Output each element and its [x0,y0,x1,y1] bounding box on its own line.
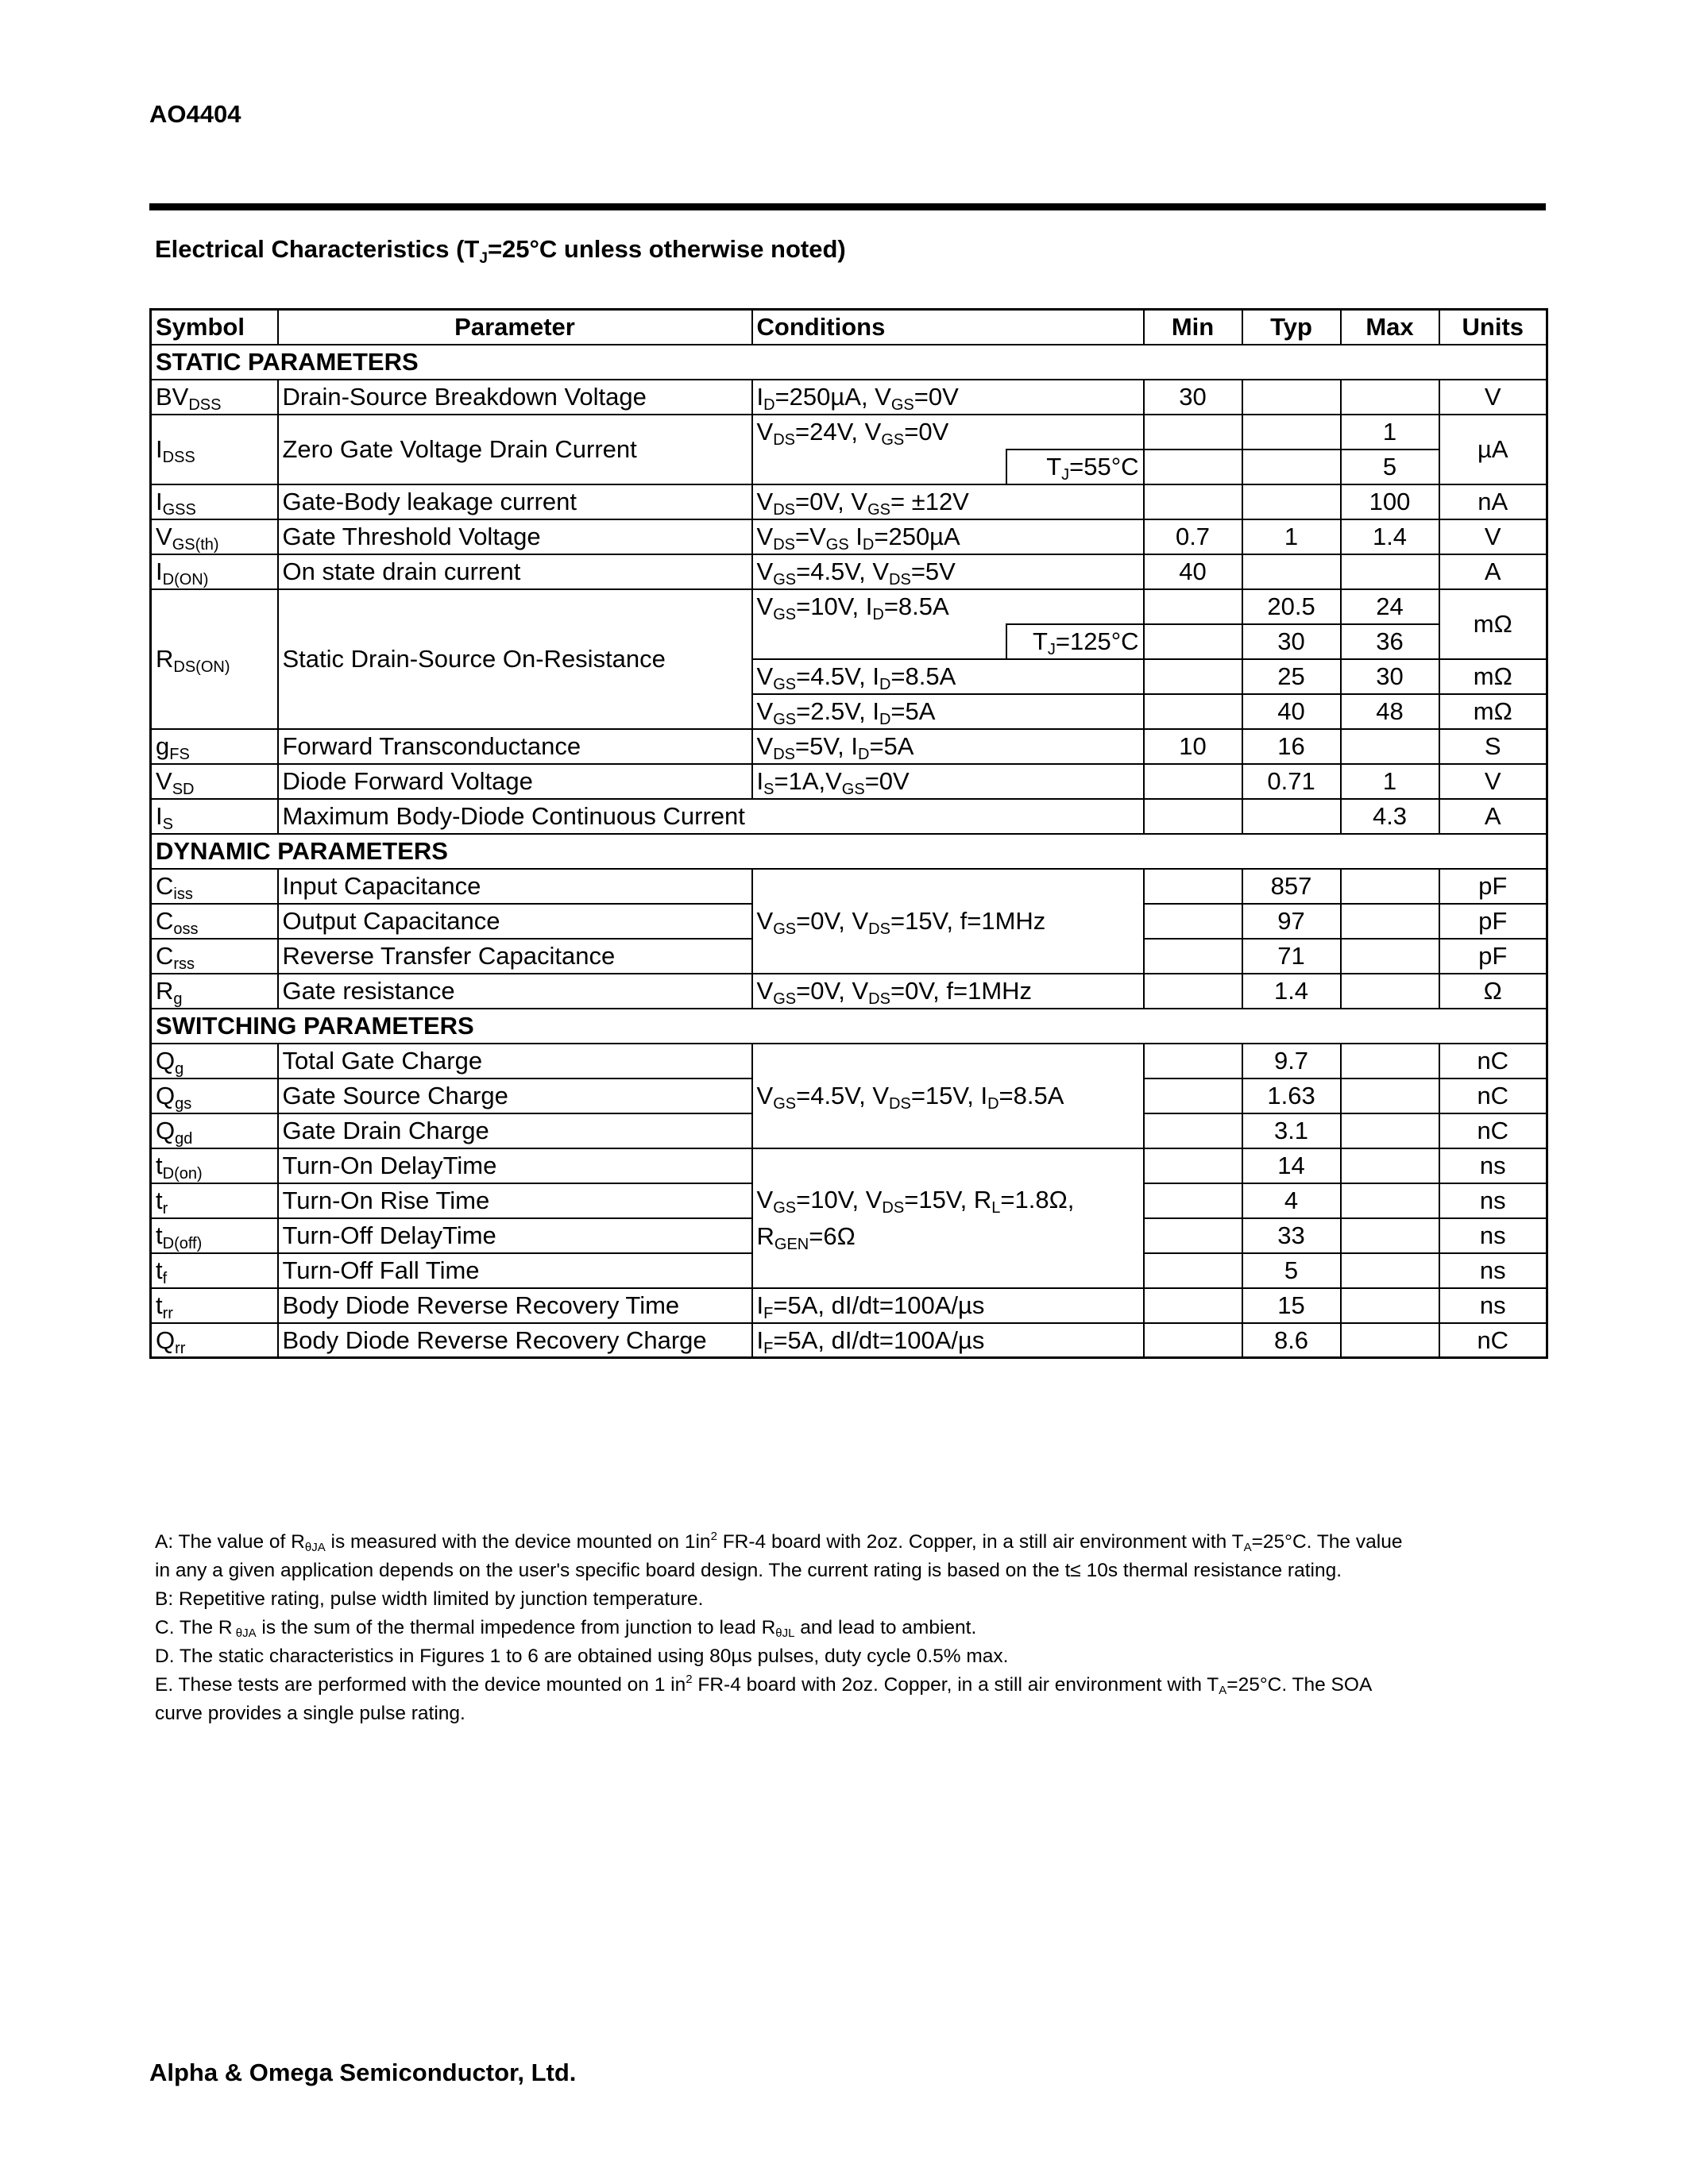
typ-value: 8.6 [1242,1323,1341,1358]
units: pF [1439,904,1547,939]
min-value [1144,1323,1242,1358]
conditions: $I_D=250\mu A$, $V_{GS}=0V$ [752,380,1144,415]
typ-value: 857 [1242,869,1341,904]
max-value [1341,1253,1439,1288]
col-header-symbol: Symbol [151,310,278,345]
symbol: $C_{oss}$ [151,904,278,939]
min-value [1144,624,1242,659]
max-value: 5 [1341,450,1439,484]
conditions: $V_{DS}=24V$, $V_{GS}=0V$ [752,415,1144,450]
units: nA [1439,484,1547,519]
symbol: $t_f$ [151,1253,278,1288]
min-value [1144,1078,1242,1113]
conditions: $I_S=1A,V_{GS}=0V$ [752,764,1144,799]
parameter: Reverse Transfer Capacitance [278,939,752,974]
symbol: $C_{rss}$ [151,939,278,974]
symbol: $g_{FS}$ [151,729,278,764]
min-value [1144,694,1242,729]
col-header-parameter: Parameter [278,310,752,345]
parameter: Turn-On Rise Time [278,1183,752,1218]
symbol: $t_{D(on)}$ [151,1148,278,1183]
col-header-max: Max [1341,310,1439,345]
min-value [1144,904,1242,939]
max-value [1341,939,1439,974]
typ-value [1242,450,1341,484]
col-header-min: Min [1144,310,1242,345]
tj-condition: $T_J=55^\circ C$ [1006,450,1144,484]
parameter: Drain-Source Breakdown Voltage [278,380,752,415]
min-value [1144,1253,1242,1288]
units: nC [1439,1078,1547,1113]
typ-value: 20.5 [1242,589,1341,624]
max-value [1341,554,1439,589]
max-value [1341,904,1439,939]
units: A [1439,799,1547,834]
typ-value [1242,799,1341,834]
parameter: Gate-Body leakage current [278,484,752,519]
parameter: Output Capacitance [278,904,752,939]
min-value [1144,974,1242,1009]
max-value [1341,869,1439,904]
max-value [1341,1078,1439,1113]
table-row [151,415,1547,450]
units: nC [1439,1113,1547,1148]
max-value: 36 [1341,624,1439,659]
symbol: $V_{GS(th)}$ [151,519,278,554]
max-value: 30 [1341,659,1439,694]
table-row [151,799,1547,834]
max-value [1341,1044,1439,1078]
units: ns [1439,1183,1547,1218]
parameter: Turn-Off DelayTime [278,1218,752,1253]
electrical-characteristics-table [149,308,1548,1359]
max-value [1341,1148,1439,1183]
units: ns [1439,1288,1547,1323]
table-row [151,1148,1547,1183]
max-value: 1 [1341,415,1439,450]
parameter: Zero Gate Voltage Drain Current [278,415,752,484]
symbol: $I_{D(ON)}$ [151,554,278,589]
max-value [1341,974,1439,1009]
typ-value: 1 [1242,519,1341,554]
typ-value: 9.7 [1242,1044,1341,1078]
typ-value [1242,380,1341,415]
min-value [1144,939,1242,974]
conditions: $V_{DS}=0V$, $V_{GS}= \pm 12V$ [752,484,1144,519]
section-dynamic-title: DYNAMIC PARAMETERS [151,834,1547,869]
parameter: Turn-On DelayTime [278,1148,752,1183]
max-value: 1 [1341,764,1439,799]
min-value [1144,450,1242,484]
symbol: $I_S$ [151,799,278,834]
section-title: Electrical Characteristics ($T_J=25^\circ C$ unless otherwise noted) [155,235,846,268]
tj-condition: $T_J=125^\circ C$ [1006,624,1144,659]
units: mΩ [1439,589,1547,659]
symbol: $R_{DS(ON)}$ [151,589,278,729]
col-header-units: Units [1439,310,1547,345]
section-switching-title: SWITCHING PARAMETERS [151,1009,1547,1044]
conditions: $V_{DS}=V_{GS}$ $I_D=250\mu A$ [752,519,1144,554]
min-value: 40 [1144,554,1242,589]
parameter: Body Diode Reverse Recovery Time [278,1288,752,1323]
table-row [151,974,1547,1009]
max-value [1341,380,1439,415]
units: mΩ [1439,694,1547,729]
typ-value: 1.63 [1242,1078,1341,1113]
symbol: $I_{DSS}$ [151,415,278,484]
table-row [151,589,1547,624]
table-row [151,484,1547,519]
typ-value: 1.4 [1242,974,1341,1009]
units: µA [1439,415,1547,484]
table-row [151,869,1547,904]
min-value [1144,799,1242,834]
note-a-continued: in any a given application depends on the user's specific board design. The current rating is based on the t≤ 10s thermal resistance rating. [155,1560,1342,1581]
col-header-conditions: Conditions [752,310,1144,345]
max-value: 24 [1341,589,1439,624]
note-a: A: The value of $R_{\theta JA}$ is measured with the device mounted on $1in^2$ FR-4 board with 2oz. Copper, in a still air environment with $T_A=25^\circ C$. The value [155,1530,1403,1554]
parameter: Static Drain-Source On-Resistance [278,589,752,729]
table-row [151,1323,1547,1358]
max-value: 1.4 [1341,519,1439,554]
parameter: Gate resistance [278,974,752,1009]
section-row-static [151,345,1547,380]
col-header-typ: Typ [1242,310,1341,345]
max-value [1341,729,1439,764]
parameter: Turn-Off Fall Time [278,1253,752,1288]
table-row [151,1288,1547,1323]
table-row [151,764,1547,799]
table-row [151,380,1547,415]
conditions: $I_F=5A$, dI/dt=100A/µs [752,1323,1144,1358]
symbol: $Q_g$ [151,1044,278,1078]
max-value [1341,1323,1439,1358]
part-number: AO4404 [149,100,241,128]
conditions: $V_{GS}=4.5V$, $V_{DS}=15V$, $I_D=8.5A$ [752,1044,1144,1148]
min-value [1144,415,1242,450]
table-header-row [151,310,1547,345]
typ-value: 14 [1242,1148,1341,1183]
units: pF [1439,939,1547,974]
symbol: $t_{rr}$ [151,1288,278,1323]
table-row [151,554,1547,589]
min-value: 0.7 [1144,519,1242,554]
min-value [1144,869,1242,904]
parameter: Gate Source Charge [278,1078,752,1113]
units: V [1439,380,1547,415]
symbol: $Q_{gs}$ [151,1078,278,1113]
typ-value: 15 [1242,1288,1341,1323]
min-value [1144,1113,1242,1148]
conditions-blank [752,624,1006,659]
parameter: Total Gate Charge [278,1044,752,1078]
max-value [1341,1113,1439,1148]
units: V [1439,764,1547,799]
units: nC [1439,1323,1547,1358]
units: nC [1439,1044,1547,1078]
typ-value: 16 [1242,729,1341,764]
table-row [151,1044,1547,1078]
section-row-dynamic [151,834,1547,869]
parameter: Input Capacitance [278,869,752,904]
min-value [1144,1183,1242,1218]
symbol: $t_{D(off)}$ [151,1218,278,1253]
max-value [1341,1218,1439,1253]
note-c: C. The R $_{\theta JA}$ is the sum of the thermal impedence from junction to lead $R_{\theta JL}$ and lead to ambient. [155,1617,977,1640]
typ-value: 0.71 [1242,764,1341,799]
symbol: $C_{iss}$ [151,869,278,904]
units: S [1439,729,1547,764]
units: Ω [1439,974,1547,1009]
conditions: $V_{DS}=5V$, $I_D=5A$ [752,729,1144,764]
typ-value: 71 [1242,939,1341,974]
units: ns [1439,1253,1547,1288]
section-static-title: STATIC PARAMETERS [151,345,1547,380]
parameter: Gate Drain Charge [278,1113,752,1148]
units: V [1439,519,1547,554]
conditions: $V_{GS}=0V$, $V_{DS}=0V$, f=1MHz [752,974,1144,1009]
max-value: 48 [1341,694,1439,729]
parameter: On state drain current [278,554,752,589]
conditions: $V_{GS}=4.5V$, $I_D=8.5A$ [752,659,1144,694]
typ-value [1242,415,1341,450]
max-value [1341,1288,1439,1323]
min-value [1144,1218,1242,1253]
parameter: Diode Forward Voltage [278,764,752,799]
conditions: $V_{GS}=4.5V$, $V_{DS}=5V$ [752,554,1144,589]
symbol: $Q_{gd}$ [151,1113,278,1148]
units: ns [1439,1148,1547,1183]
max-value [1341,1183,1439,1218]
max-value: 100 [1341,484,1439,519]
table-row [151,729,1547,764]
note-e-continued: curve provides a single pulse rating. [155,1703,465,1724]
table-row [151,519,1547,554]
max-value: 4.3 [1341,799,1439,834]
conditions: $V_{GS}=2.5V$, $I_D=5A$ [752,694,1144,729]
units: mΩ [1439,659,1547,694]
typ-value: 40 [1242,694,1341,729]
typ-value: 3.1 [1242,1113,1341,1148]
typ-value [1242,484,1341,519]
symbol: $V_{SD}$ [151,764,278,799]
footnotes [155,1528,1553,1728]
typ-value: 25 [1242,659,1341,694]
note-b: B: Repetitive rating, pulse width limited by junction temperature. [155,1588,704,1610]
symbol: $t_r$ [151,1183,278,1218]
typ-value [1242,554,1341,589]
min-value [1144,1288,1242,1323]
conditions: $I_F=5A$, dI/dt=100A/µs [752,1288,1144,1323]
typ-value: 30 [1242,624,1341,659]
units: pF [1439,869,1547,904]
min-value: 10 [1144,729,1242,764]
symbol: $Q_{rr}$ [151,1323,278,1358]
note-e: E. These tests are performed with the device mounted on 1 $in^2$ FR-4 board with 2oz. Copper, in a still air environment with $T_A=25^\circ C$. The SOA [155,1673,1373,1697]
units: ns [1439,1218,1547,1253]
company-name: Alpha & Omega Semiconductor, Ltd. [149,2059,577,2086]
conditions-blank [752,450,1006,484]
min-value: 30 [1144,380,1242,415]
min-value [1144,484,1242,519]
min-value [1144,1044,1242,1078]
min-value [1144,659,1242,694]
parameter: Gate Threshold Voltage [278,519,752,554]
min-value [1144,589,1242,624]
header-rule [149,203,1546,210]
symbol: $BV_{DSS}$ [151,380,278,415]
min-value [1144,764,1242,799]
conditions: $V_{GS}=0V$, $V_{DS}=15V$, f=1MHz [752,869,1144,974]
conditions: $V_{GS}=10V$, $V_{DS}=15V$, $R_L=1.8\Omega$, $R_{GEN}=6\Omega$ [752,1148,1144,1288]
parameter: Forward Transconductance [278,729,752,764]
parameter: Body Diode Reverse Recovery Charge [278,1323,752,1358]
symbol: $R_g$ [151,974,278,1009]
conditions: $V_{GS}=10V$, $I_D=8.5A$ [752,589,1144,624]
typ-value: 5 [1242,1253,1341,1288]
symbol: $I_{GSS}$ [151,484,278,519]
section-row-switching [151,1009,1547,1044]
typ-value: 33 [1242,1218,1341,1253]
typ-value: 97 [1242,904,1341,939]
parameter: Maximum Body-Diode Continuous Current [278,799,1144,834]
typ-value: 4 [1242,1183,1341,1218]
units: A [1439,554,1547,589]
note-d: D. The static characteristics in Figures 1 to 6 are obtained using 80µs pulses, duty cycle 0.5% max. [155,1646,1009,1667]
min-value [1144,1148,1242,1183]
